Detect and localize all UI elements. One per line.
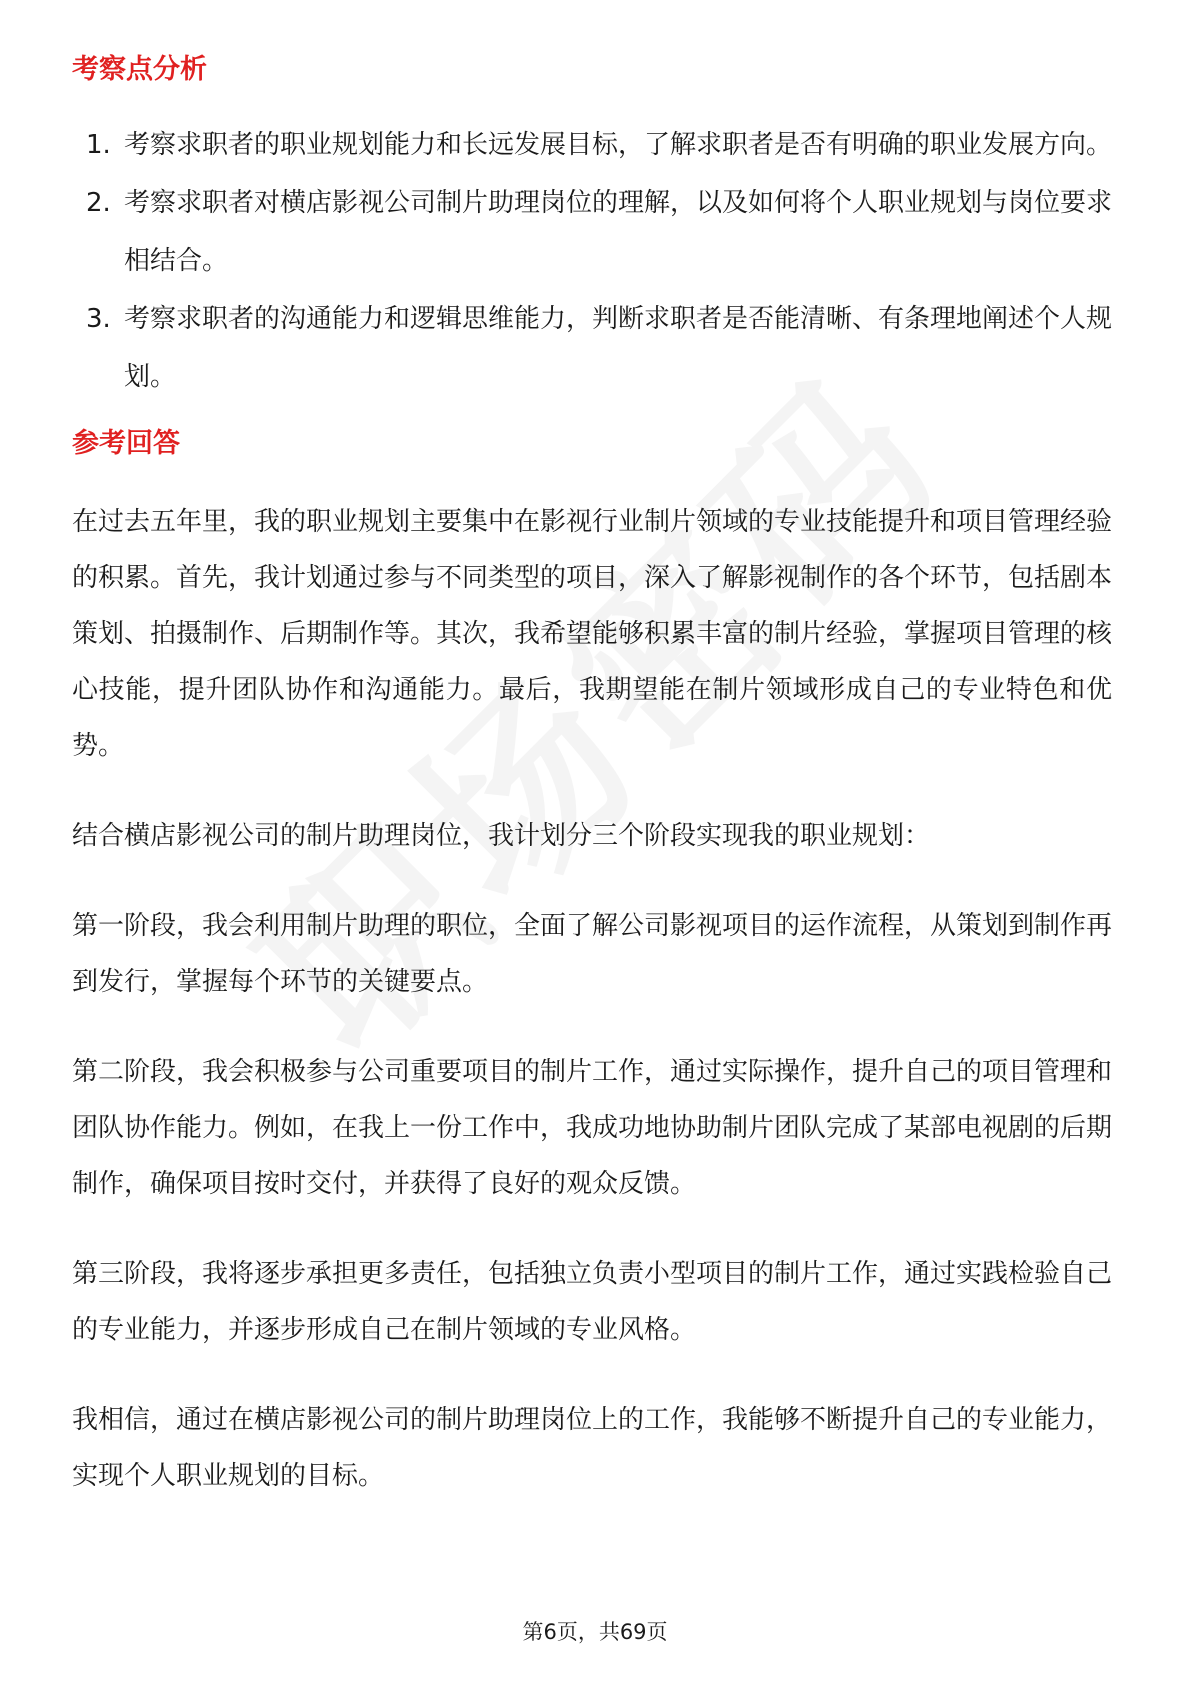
analysis-heading: 考察点分析 xyxy=(72,54,207,85)
answer-paragraph: 在过去五年里，我的职业规划主要集中在影视行业制片领域的专业技能提升和项目管理经验的积累。首先，我计划通过参与不同类型的项目，深入了解影视制作的各个环节，包括剧本策划、拍摄制作、后期制作等。其次，我希望能够积累丰富的制片经验，掌握项目管理的核心技能，提升团队协作和沟通能力。最后，我期望能在制片领域形成自己的专业特色和优势。 xyxy=(72,507,1113,761)
list-item xyxy=(72,174,1112,290)
list-item xyxy=(72,116,1112,174)
answer-paragraph: 结合横店影视公司的制片助理岗位，我计划分三个阶段实现我的职业规划： xyxy=(72,821,931,851)
list-item-number: 3. xyxy=(86,304,111,334)
answer-paragraph: 第三阶段，我将逐步承担更多责任，包括独立负责小型项目的制片工作，通过实践检验自己的专业能力，并逐步形成自己在制片领域的专业风格。 xyxy=(72,1259,1113,1345)
list-item xyxy=(72,290,1112,406)
list-item-text: 考察求职者的职业规划能力和长远发展目标，了解求职者是否有明确的职业发展方向。 xyxy=(124,130,1113,160)
page-content xyxy=(72,48,1112,1504)
list-item-number: 1. xyxy=(86,130,111,160)
page-footer: 第6页，共69页 xyxy=(522,1620,668,1644)
list-item-number: 2. xyxy=(86,188,111,218)
answer-paragraph: 第二阶段，我会积极参与公司重要项目的制片工作，通过实际操作，提升自己的项目管理和团队协作能力。例如，在我上一份工作中，我成功地协助制片团队完成了某部电视剧的后期制作，确保项目按时交付，并获得了良好的观众反馈。 xyxy=(72,1057,1113,1199)
answer-heading: 参考回答 xyxy=(72,428,180,459)
list-item-text: 考察求职者对横店影视公司制片助理岗位的理解，以及如何将个人职业规划与岗位要求相结合。 xyxy=(124,188,1113,276)
analysis-list xyxy=(72,116,1112,406)
answer-paragraph: 我相信，通过在横店影视公司的制片助理岗位上的工作，我能够不断提升自己的专业能力，实现个人职业规划的目标。 xyxy=(72,1405,1113,1491)
answer-paragraph: 第一阶段，我会利用制片助理的职位，全面了解公司影视项目的运作流程，从策划到制作再到发行，掌握每个环节的关键要点。 xyxy=(72,911,1113,997)
list-item-text: 考察求职者的沟通能力和逻辑思维能力，判断求职者是否能清晰、有条理地阐述个人规划。 xyxy=(124,304,1113,392)
